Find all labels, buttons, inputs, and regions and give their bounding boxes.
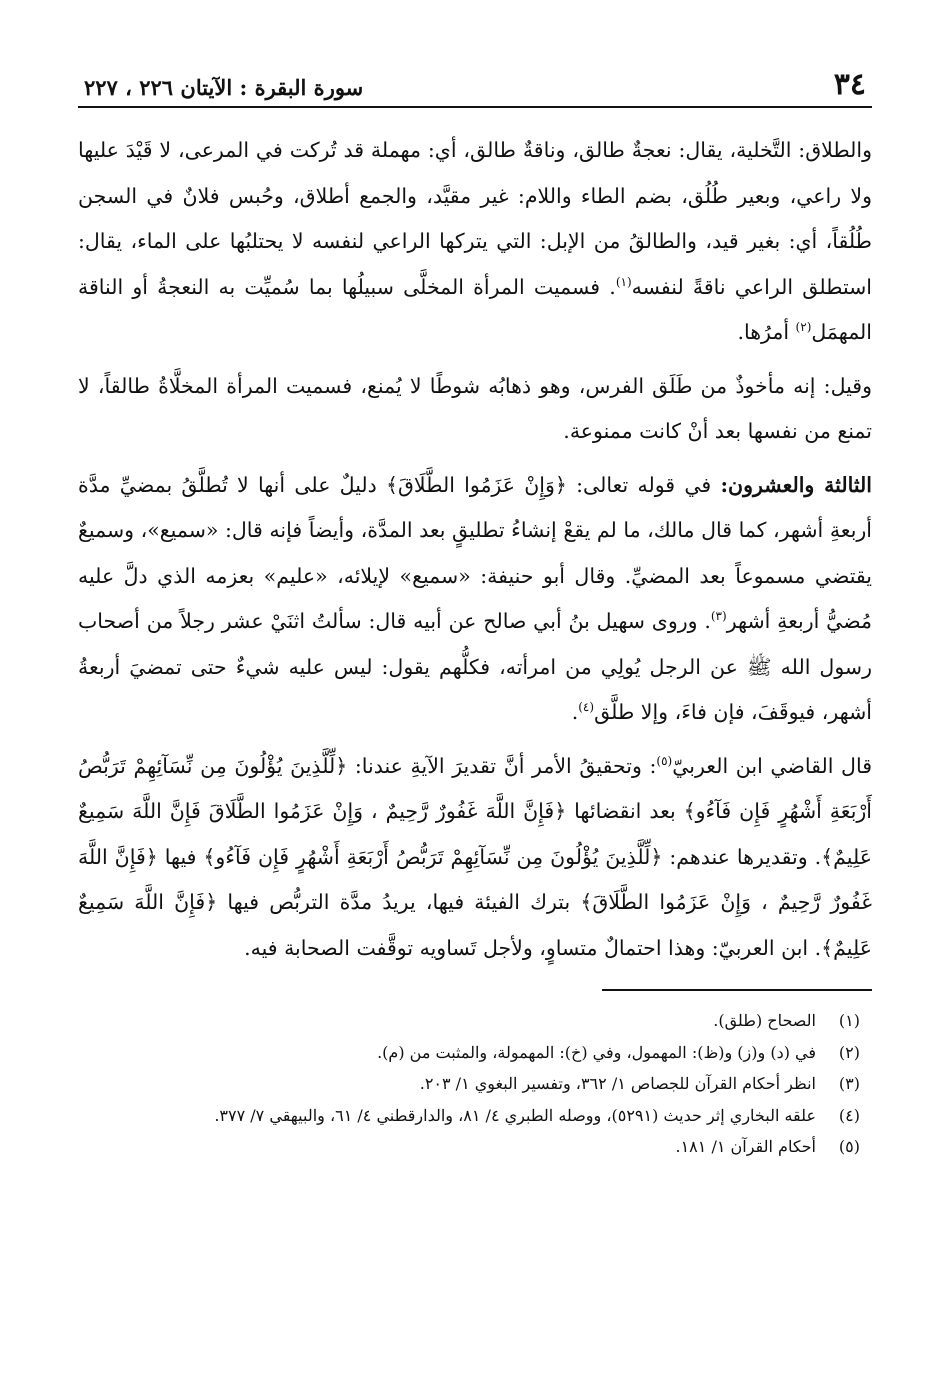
footnotes	[78, 1005, 872, 1163]
paragraph-text: .	[571, 700, 579, 724]
footnote-number: (٣)	[838, 1074, 860, 1093]
footnote-number: (٥)	[838, 1137, 860, 1156]
footnote	[78, 1005, 860, 1037]
footnote-text: أحكام القرآن ١/ ١٨١.	[675, 1137, 816, 1156]
footnote	[78, 1131, 860, 1163]
footnote-reference: (٣)	[710, 609, 727, 624]
footnote-text: الصحاح (طلق).	[713, 1011, 816, 1030]
footnote-number: (٤)	[838, 1105, 860, 1125]
footnote	[78, 1068, 860, 1100]
paragraph	[78, 463, 872, 736]
footnote-reference: (٢)	[795, 320, 812, 335]
paragraph	[78, 364, 872, 455]
footnote-reference: (٥)	[656, 753, 673, 768]
footnote	[78, 1100, 860, 1132]
footnote-number: (٢)	[838, 1042, 860, 1062]
paragraph-text: في قوله تعالى: ﴿وَإِنْ عَزَمُوا الطَّلَاقَ﴾ دليلٌ على أنها لا تُطلَّقُ بمضيِّ مدَّة أربعةِ أشهر، كما قال مالك، ما لم يقعْ إنشاءُ تطليقٍ بعد المدَّة، وأيضاً فإنه قال: «سميع»، وسميعٌ يقتضي مسموعاً بعد المضيِّ. وقال أبو حنيفة: «سميع» لإيلائه، «عليم» بعزمه الذي دلَّ عليه مُضيُّ أربعةِ أشهر	[78, 472, 872, 633]
footnote-reference: (٤)	[578, 700, 595, 715]
paragraph-text: . فسميت المرأة المخلَّى سبيلُها بما سُميِّت به النعجةُ أو الناقة المهمَل	[78, 274, 872, 344]
footnote-text: علقه البخاري إثر حديث (٥٢٩١)، ووصله الطبري ٤/ ٨١، والدارقطني ٤/ ٦١، والبيهقي ٧/ ٣٧٧.	[214, 1105, 816, 1125]
footnote-text: في (د) و(ز) و(ظ): المهمول، وفي (خ): المهمولة، والمثبت من (م).	[377, 1042, 816, 1062]
main-text	[78, 128, 872, 971]
paragraph-text: وقيل: إنه مأخوذٌ من طَلَق الفرس، وهو ذهابُه شوطًا لا يُمنع، فسميت المرأة المخلَّاةُ طالقاً، لا تمنع من نفسها بعد أنْ كانت ممنوعة.	[78, 373, 872, 443]
paragraph-text: أمرُها.	[737, 320, 796, 344]
paragraph-text: قال القاضي ابن العربيّ	[672, 753, 872, 778]
running-head-title: سورة البقرة : الآيتان ٢٢٦ ، ٢٢٧	[84, 75, 364, 100]
paragraph-text: . وروى سهيل بنُ أبي صالح عن أبيه قال: سألتُ اثنَيْ عشر رجلاً من أصحاب رسول الله ﷺ عن الرجل يُولِي من امرأته، فكلُّهم يقول: ليس عليه شيءٌ حتى تمضيَ أربعةُ أشهر، فيوقَفَ، فإن فاءَ، وإلا طلَّق	[78, 609, 872, 724]
paragraph-text: والطلاق: التَّخلية، يقال: نعجةٌ طالق، وناقةٌ طالق، أي: مهملة قد تُركت في المرعى، لا قَيْدَ عليها ولا راعي، وبعير طُلُق، بضم الطاء واللام: غير مقيَّد، والجمع أطلاق، وحُبس فلانٌ في السجن طُلُقاً، أي: بغير قيد، والطالقُ من الإبل: التي يتركها الراعي لنفسه لا يحتلبُها على الماء، يقال: استطلق الراعي ناقةً لنفسه	[78, 138, 873, 299]
footnote-reference: (١)	[615, 274, 632, 289]
footnote-text: انظر أحكام القرآن للجصاص ١/ ٣٦٢، وتفسير البغوي ١/ ٢٠٣.	[419, 1074, 816, 1093]
footnote-number: (١)	[838, 1011, 860, 1030]
paragraph	[78, 744, 872, 972]
running-head	[78, 67, 872, 108]
footnote	[78, 1037, 860, 1069]
page-number: ٣٤	[833, 67, 866, 102]
paragraph	[78, 128, 872, 356]
section-heading: الثالثة والعشرون:	[720, 472, 872, 497]
paragraph-text: : وتحقيقُ الأمر أنَّ تقديرَ الآيةِ عندنا: ﴿لِّلَّذِينَ يُؤْلُونَ مِن نِّسَآئِهِمْ تَرَبُّصُ أَرْبَعَةِ أَشْهُرٍ فَإِن فَآءُو﴾ بعد انقضائها ﴿فَإِنَّ اللَّهَ غَفُورٌ رَّحِيمٌ ، وَإِنْ عَزَمُوا الطَّلَاقَ فَإِنَّ اللَّهَ سَمِيعٌ عَلِيمٌ﴾. وتقديرها عندهم: ﴿لِّلَّذِينَ يُؤْلُونَ مِن نِّسَآئِهِمْ تَرَبُّصُ أَرْبَعَةِ أَشْهُرٍ فَإِن فَآءُو﴾ فيها ﴿فَإِنَّ اللَّهَ غَفُورٌ رَّحِيمٌ ، وَإِنْ عَزَمُوا الطَّلَاقَ﴾ بترك الفيئة فيها، يريدُ مدَّة التربُّص فيها ﴿فَإِنَّ اللَّهَ سَمِيعٌ عَلِيمٌ﴾. ابن العربيّ: وهذا احتمالٌ متساوٍ، ولأجل تَساويه توقَّفت الصحابة فيه.	[78, 753, 872, 960]
footnote-separator	[602, 989, 872, 991]
